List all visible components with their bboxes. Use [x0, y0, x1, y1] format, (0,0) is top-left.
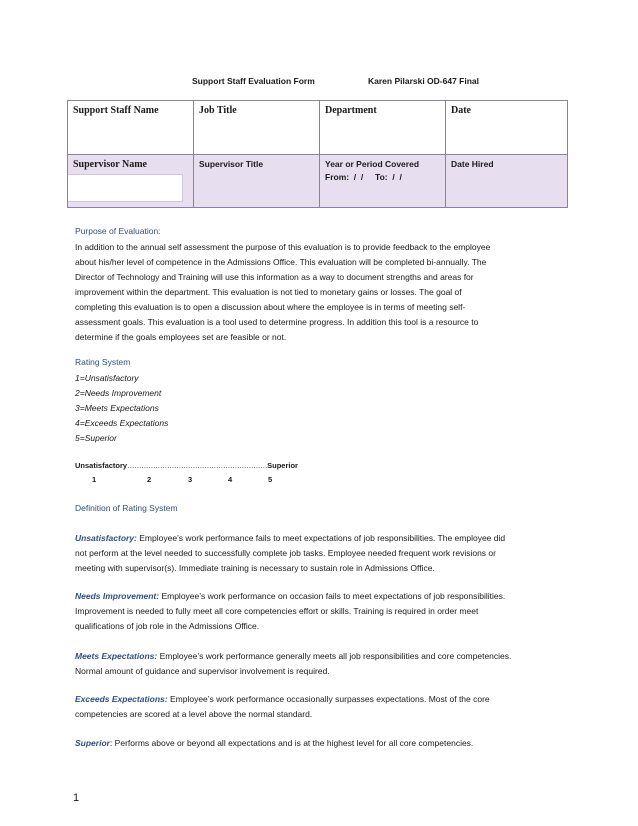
supervisor-name-cell[interactable]: Supervisor Name [68, 155, 194, 208]
job-title-cell[interactable]: Job Title [194, 101, 320, 155]
definition-unsatisfactory: Unsatisfactory: Employee’s work performance fails to meet expectations of job responsibilities. The employee did not perform at the level needed to successfully complete job tasks. Employee needed frequent work revisions or meeting with supervisor(s). Immediate training is necessary to sustain role in Admissions Office. [75, 533, 506, 573]
supervisor-title-cell[interactable]: Supervisor Title [194, 155, 320, 208]
rating-scale [75, 461, 298, 470]
scale-dots: …………………………………………………… [127, 461, 268, 470]
support-staff-name-cell[interactable]: Support Staff Name [68, 101, 194, 155]
author-line: Karen Pilarski OD-647 Final [368, 76, 480, 86]
rating-item: 1=Unsatisfactory [75, 373, 139, 383]
employee-info-table [67, 100, 568, 208]
definition-superior: Superior: Performs above or beyond all expectations and is at the highest level for all core competencies. [75, 738, 474, 748]
rating-item: 3=Meets Expectations [75, 403, 159, 413]
scale-left-label: Unsatisfactory [75, 461, 128, 470]
form-title: Support Staff Evaluation Form [192, 76, 315, 86]
scale-number: 5 [268, 475, 273, 484]
rating-system-title: Rating System [75, 357, 131, 367]
department-cell[interactable]: Department [320, 101, 446, 155]
definition-term: Needs Improvement: [75, 591, 160, 601]
form-header [192, 76, 480, 86]
rating-item: 4=Exceeds Expectations [75, 418, 169, 428]
scale-number: 2 [147, 475, 152, 484]
rating-system-list [75, 371, 561, 446]
definition-needs-improvement: Needs Improvement: Employee’s work performance on occasion fails to meet expectations of job responsibilities. Improvement is needed to fully meet all core competencies effort or skills. Training is required in order meet qualifications of job role in the Admissions Office. [75, 591, 506, 631]
scale-number: 3 [188, 475, 193, 484]
info-row-2 [68, 155, 568, 208]
scale-right-label: Superior [267, 461, 298, 470]
period-covered-cell[interactable]: Year or Period Covered From: / / To: / / [320, 155, 446, 208]
purpose-text: In addition to the annual self assessment the purpose of this evaluation is to provide feedback to the employee about his/her level of competence in the Admissions Office. This evaluation will be completed bi-annually. The Director of Technology and Training will use this information as a way to document strengths and areas for improvement within the department. This evaluation is not tied to monetary gains or losses. The goal of completing this evaluation is to open a discussion about where the employee is in terms of meeting self- assessment goals. This evaluation is a tool used to determine progress. In addition this tool is a resource to determine if the goals employees set are feasible or not. [75, 242, 491, 342]
scale-number: 1 [92, 475, 97, 484]
definitions-title: Definition of Rating System [75, 503, 178, 513]
rating-item: 2=Needs Improvement [75, 388, 162, 398]
date-cell[interactable]: Date [446, 101, 568, 155]
definition-term: Superior [75, 738, 110, 748]
info-row-1 [68, 101, 568, 155]
definition-exceeds-expectations: Exceeds Expectations: Employee’s work performance occasionally surpasses expectations. Most of the core competencies are scored at a level above the normal standard. [75, 694, 490, 719]
page-number: 1 [73, 792, 80, 804]
purpose-title: Purpose of Evaluation: [75, 226, 161, 236]
supervisor-name-box [68, 174, 183, 202]
date-hired-cell[interactable]: Date Hired [446, 155, 568, 208]
definition-meets-expectations: Meets Expectations: Employee’s work performance generally meets all job responsibilities and core competencies. Normal amount of guidance and supervisor involvement is required. [75, 651, 512, 676]
definition-term: Meets Expectations: [75, 651, 158, 661]
definition-term: Unsatisfactory: [75, 533, 137, 543]
period-dates: From: / / To: / / [325, 172, 402, 182]
definition-term: Exceeds Expectations: [75, 694, 168, 704]
rating-item: 5=Superior [75, 433, 117, 443]
scale-number: 4 [228, 475, 233, 484]
